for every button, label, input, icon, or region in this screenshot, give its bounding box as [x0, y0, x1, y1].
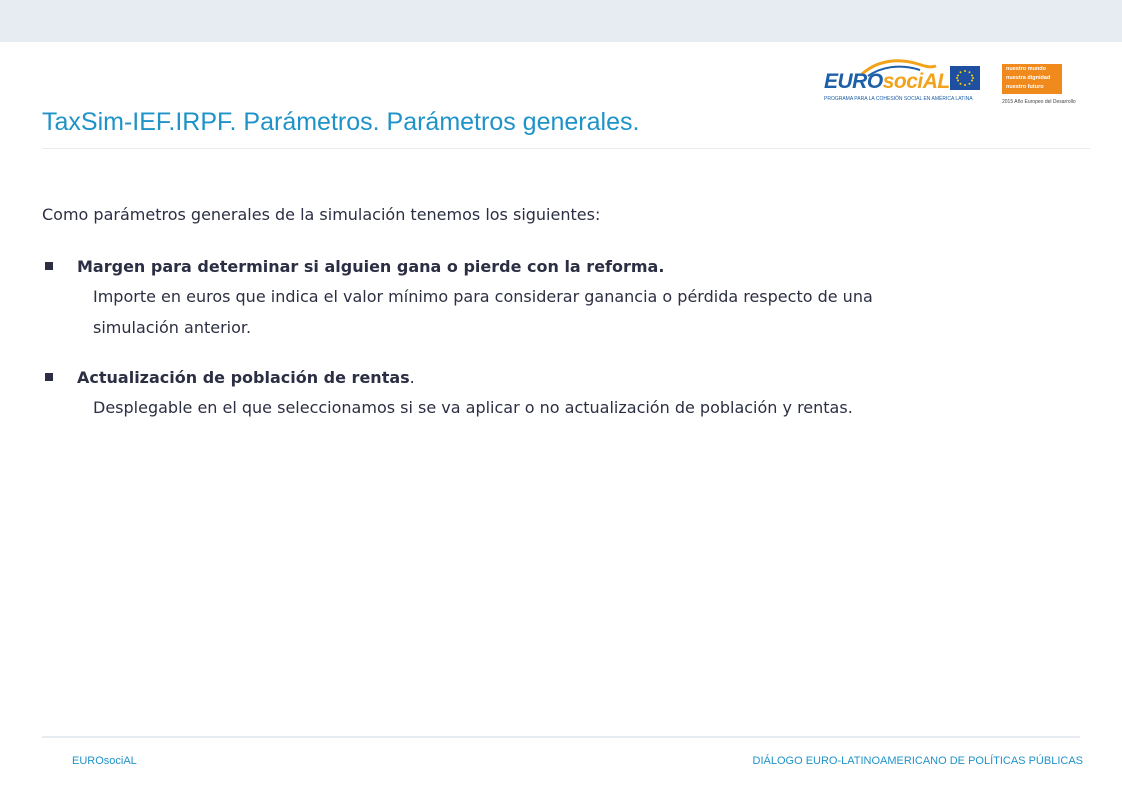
ed-caption: 2015 Año Europeo del Desarrollo	[1002, 99, 1076, 105]
parameter-heading-tail: .	[409, 368, 415, 387]
parameter-item	[42, 363, 1082, 423]
eurosocial-tagline: PROGRAMA PARA LA COHESIÓN SOCIAL EN AMÉRICA LATINA	[824, 96, 973, 102]
parameter-description: Importe en euros que indica el valor mínimo para considerar ganancia o pérdida respecto de una simulación anterior.	[93, 287, 873, 337]
parameter-heading	[42, 252, 1082, 282]
parameter-heading	[42, 363, 1082, 393]
ed-line-1: nuestro mundo	[1006, 66, 1047, 72]
eurosocial-wordmark-prefix: EURO	[824, 70, 883, 93]
page-title: TaxSim-IEF.IRPF. Parámetros. Parámetros generales.	[42, 108, 640, 136]
eu-flag-icon	[950, 66, 980, 90]
parameter-heading-text: Actualización de población de rentas	[77, 368, 410, 387]
ed-line-2: nuestra dignidad	[1006, 75, 1051, 81]
footer-tagline: DIÁLOGO EURO-LATINOAMERICANO DE POLÍTICAS PÚBLICAS	[752, 755, 1083, 767]
eurosocial-wordmark-suffix: sociAL	[882, 70, 950, 93]
ed-line-3: nuestro futuro	[1006, 84, 1044, 90]
ed-color-block	[1002, 64, 1062, 94]
eurosocial-wordmark	[824, 70, 950, 94]
parameter-heading-text: Margen para determinar si alguien gana o pierde con la reforma.	[77, 257, 665, 276]
footer-divider	[42, 736, 1080, 738]
footer-brand: EUROsociAL	[72, 755, 137, 767]
eurosocial-logo	[818, 56, 986, 106]
title-divider	[42, 148, 1090, 149]
european-year-development-logo	[1000, 64, 1100, 108]
parameter-item	[42, 252, 1082, 343]
parameter-description: Desplegable en el que seleccionamos si se va aplicar o no actualización de población y rentas.	[93, 398, 853, 417]
square-bullet-icon	[45, 373, 53, 381]
square-bullet-icon	[45, 262, 53, 270]
intro-text: Como parámetros generales de la simulación tenemos los siguientes:	[42, 205, 601, 224]
slide-content	[42, 200, 1082, 423]
top-band	[0, 0, 1122, 42]
